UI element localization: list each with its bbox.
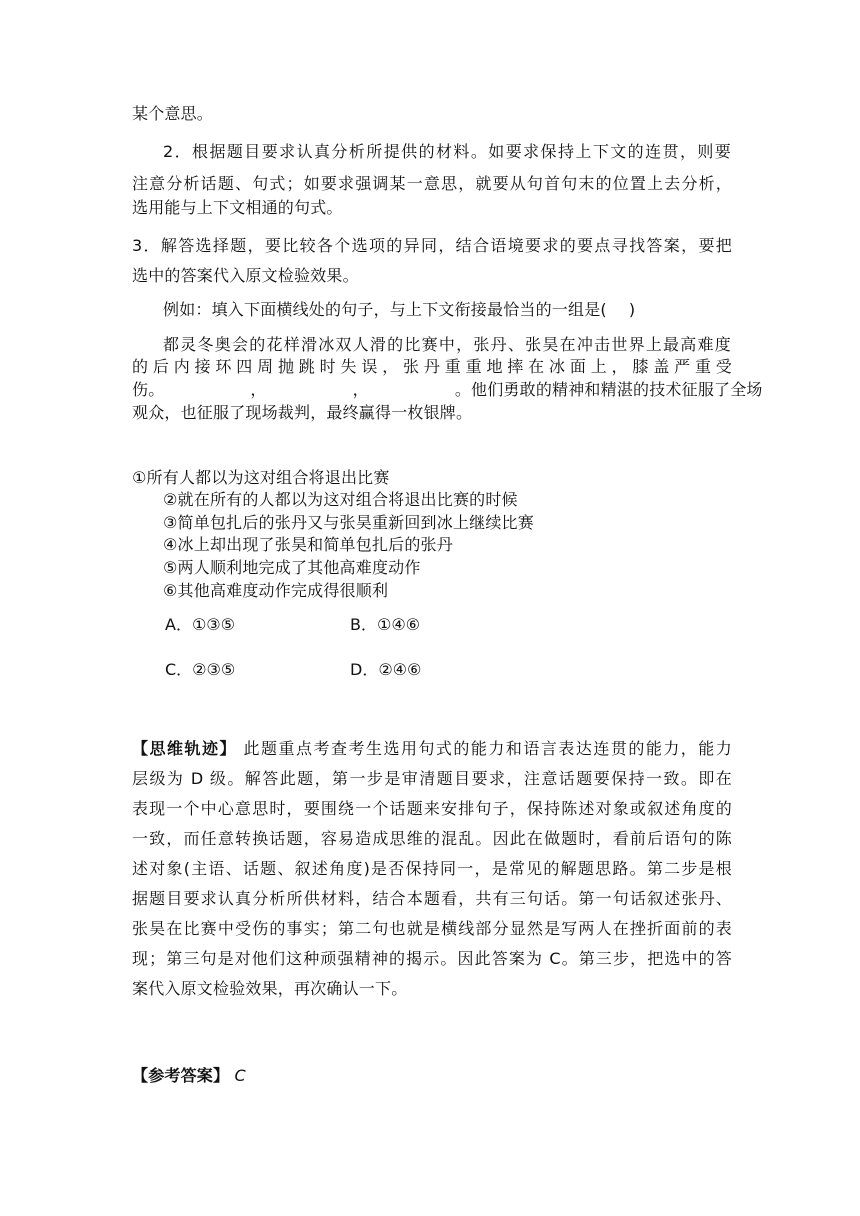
analysis-line-1 [132,739,732,759]
point-3-line-1: 3．解答选择题，要比较各个选项的异同，结合语境要求的要点寻找答案，要把 [132,236,732,255]
blank-separator-2: ， [352,380,369,399]
sentence-6: ⑥其他高难度动作完成得很顺利 [163,581,389,600]
analysis-line-6: 据题目要求认真分析所供材料，结合本题看，共有三句话。第一句话叙述张丹、 [132,889,732,908]
analysis-line-4: 一致，而任意转换话题，容易造成思维的混乱。因此在做题时，看前后语句的陈 [132,829,732,848]
sentence-2: ②就在所有的人都以为这对组合将退出比赛的时候 [163,490,518,509]
example-question [163,300,763,320]
point-2-line-1: 2．根据题目要求认真分析所提供的材料。如要求保持上下文的连贯，则要 [163,142,731,161]
intro-line-1: 某个意思。 [132,104,214,123]
passage-line-3 [132,380,763,400]
analysis-line-8: 现；第三句是对他们这种顽强精神的揭示。因此答案为 C。第三步，把选中的答 [132,949,732,968]
sentence-3: ③简单包扎后的张丹又与张昊重新回到冰上继续比赛 [163,513,534,532]
option-a: A．①③⑤ [165,615,235,634]
point-2-line-3: 选用能与上下文相通的句式。 [132,198,343,217]
analysis-line-5: 述对象(主语、话题、叙述角度)是否保持同一，是常见的解题思路。第二步是根 [132,859,732,878]
analysis-line-9: 案代入原文检验效果，再次确认一下。 [132,979,408,998]
analysis-text-1: 此题重点考查考生选用句式的能力和语言表达连贯的能力，能力 [243,739,732,758]
passage-line-3-start: 伤。 [132,380,165,399]
option-d: D．②④⑥ [350,660,422,679]
passage-line-3-end: 。他们勇敢的精神和精湛的技术征服了全场 [454,380,763,399]
option-b: B．①④⑥ [350,615,421,634]
point-3-line-2: 选中的答案代入原文检验效果。 [132,266,359,285]
sentence-1: ①所有人都以为这对组合将退出比赛 [132,468,390,487]
answer-label: 【参考答案】 [132,1066,230,1085]
passage-line-2: 的后内接环四周抛跳时失误，张丹重重地摔在冰面上，膝盖严重受 [132,357,732,376]
sentence-5: ⑤两人顺利地完成了其他高难度动作 [163,558,421,577]
analysis-label: 【思维轨迹】 [132,739,237,758]
passage-line-4: 观众，也征服了现场裁判，最终赢得一枚银牌。 [132,403,473,422]
sentence-4: ④冰上却出现了张昊和简单包扎后的张丹 [163,535,453,554]
point-2-line-2: 注意分析话题、句式；如要求强调某一意思，就要从句首句末的位置上去分析， [132,174,732,193]
answer-value: C [234,1066,246,1085]
answer-line [132,1066,732,1086]
option-c: C．②③⑤ [165,660,236,679]
blank-separator-1: ， [250,380,267,399]
example-question-close: ) [628,300,636,319]
analysis-line-3: 表现一个中心意思时，要围绕一个话题来安排句子，保持陈述对象或叙述角度的 [132,799,732,818]
analysis-line-2: 层级为 D 级。解答此题，第一步是审清题目要求，注意话题要保持一致。即在 [132,769,732,788]
example-question-text: 例如：填入下面横线处的句子，与上下文衔接最恰当的一组是( [163,300,607,319]
passage-line-1: 都灵冬奥会的花样滑冰双人滑的比赛中，张丹、张昊在冲击世界上最高难度 [163,335,731,354]
analysis-line-7: 张昊在比赛中受伤的事实；第二句也就是横线部分显然是写两人在挫折面前的表 [132,919,732,938]
